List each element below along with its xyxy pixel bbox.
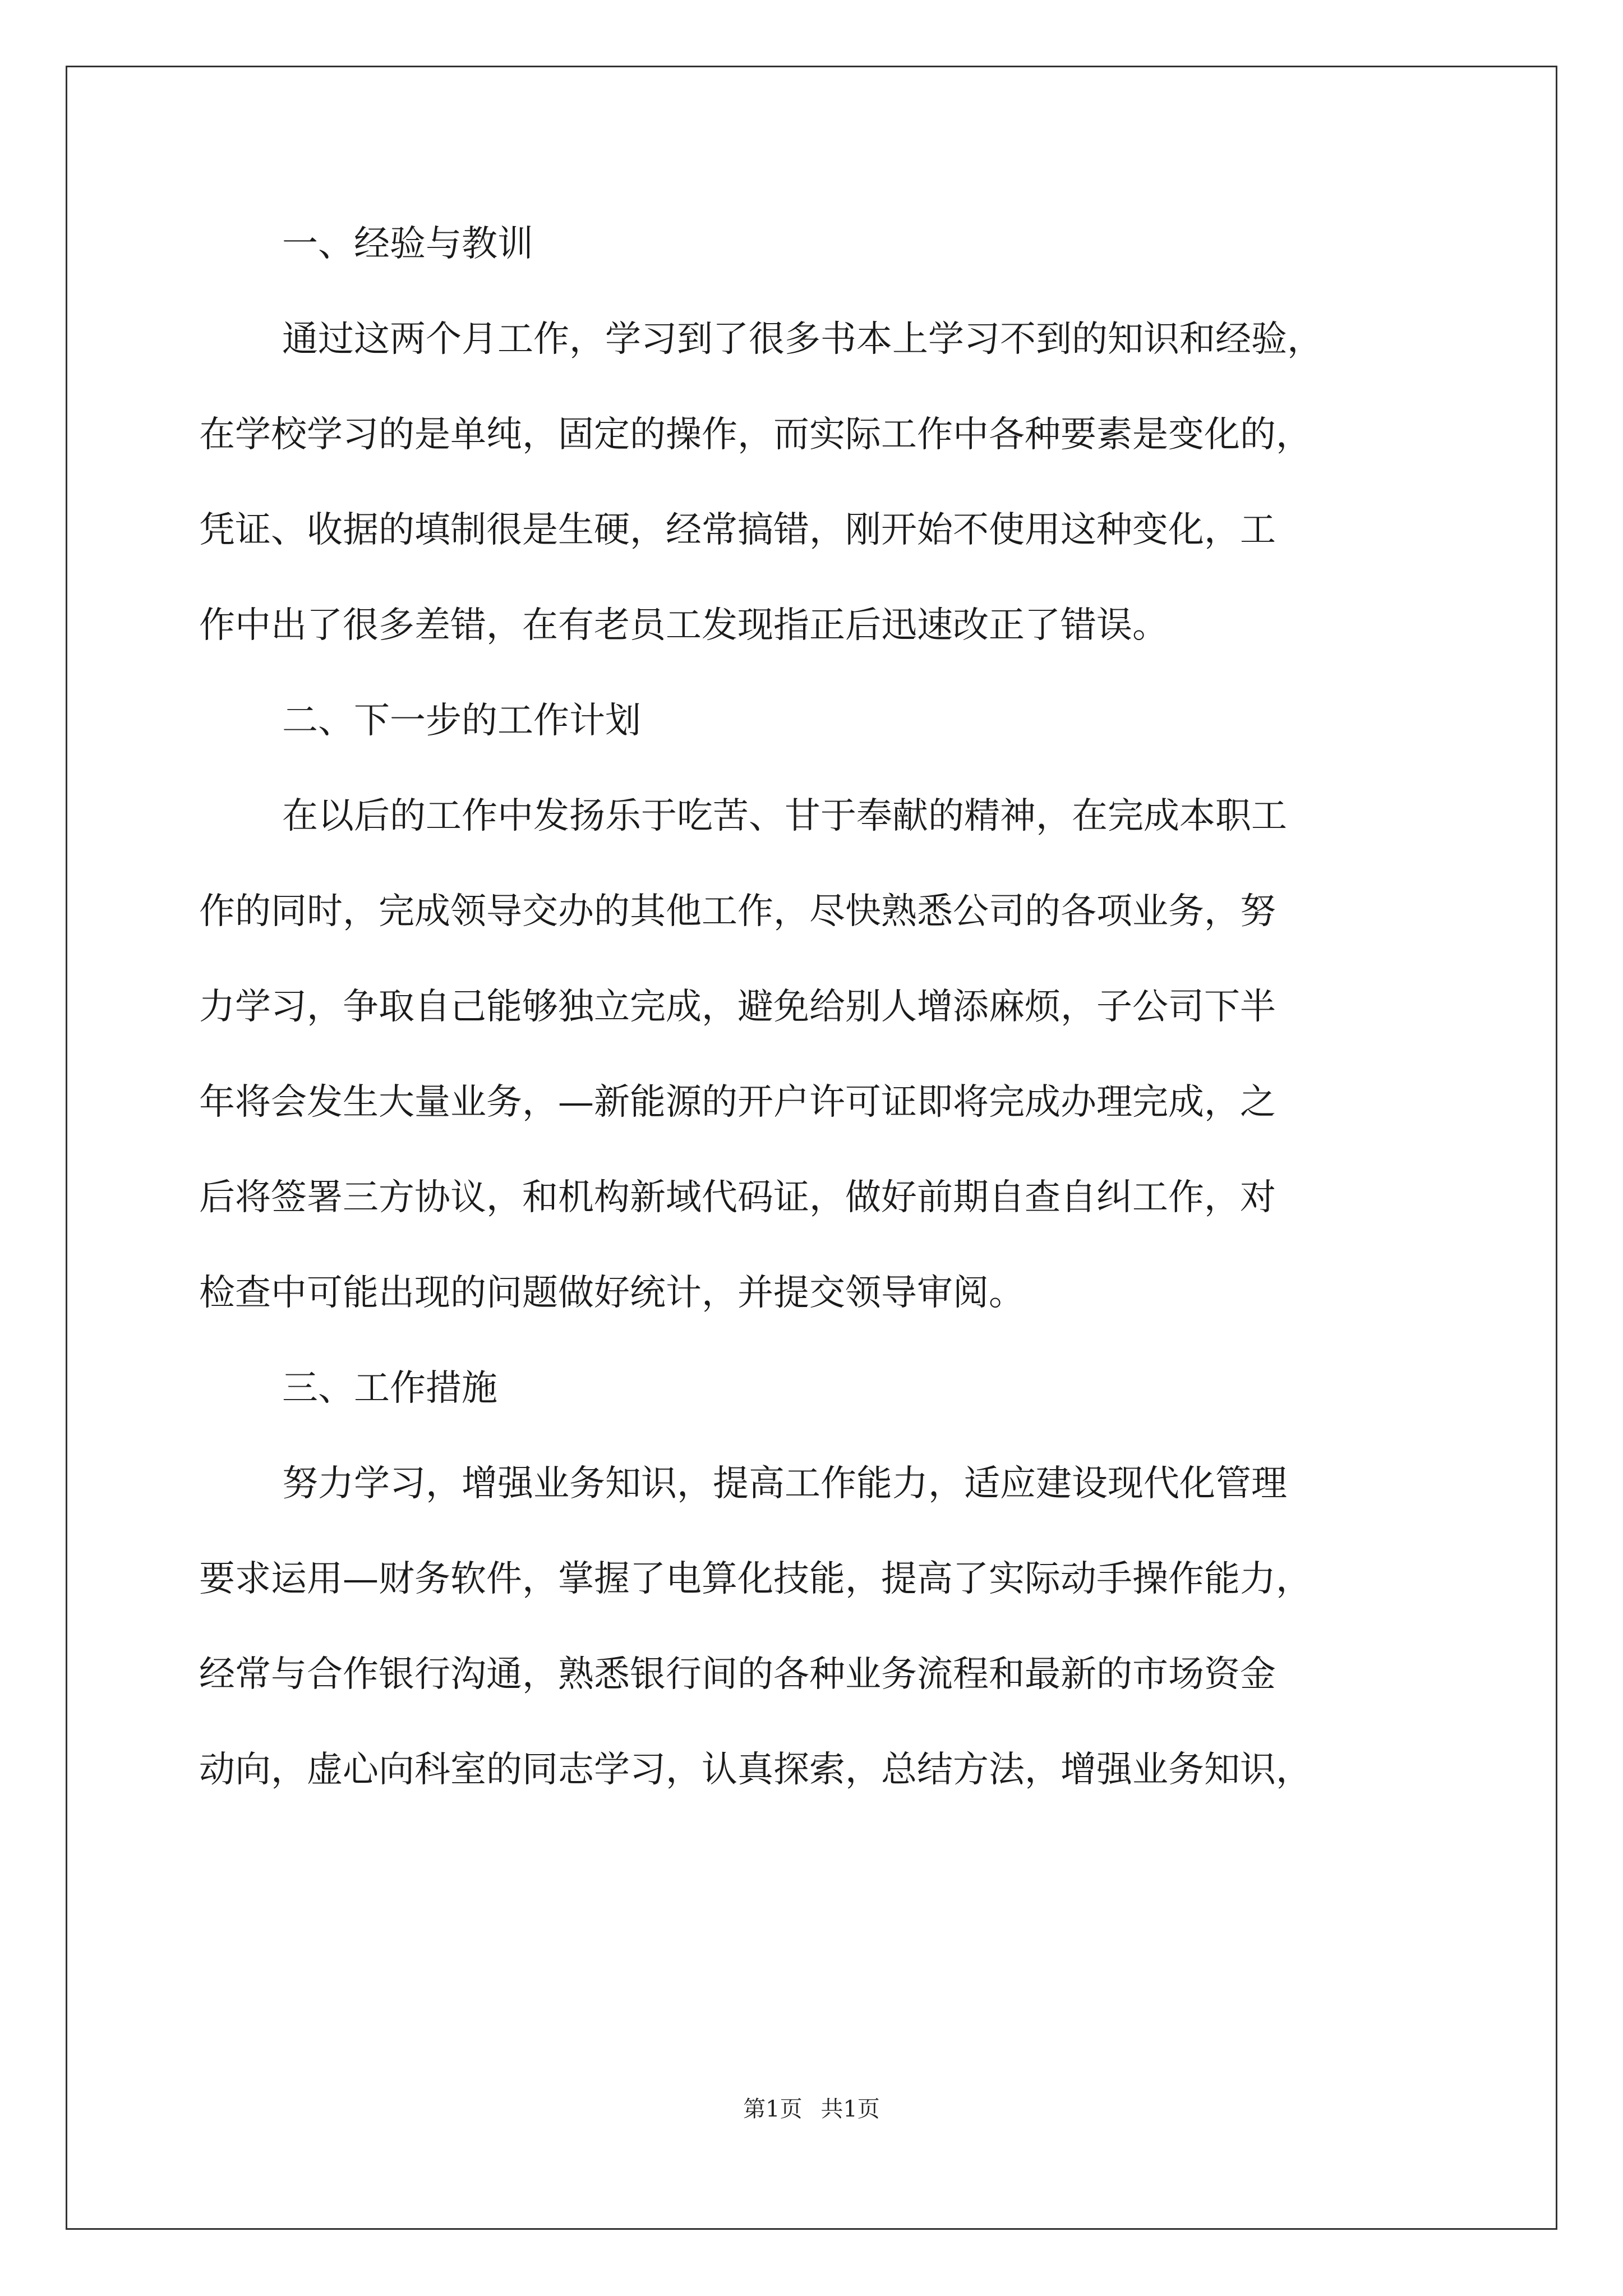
paragraph-line: 动向，虚心向科室的同志学习，认真探索，总结方法，增强业务知识， xyxy=(199,1749,1312,1791)
paragraph-line: 要求运用—财务软件，掌握了电算化技能，提高了实际动手操作能力， xyxy=(199,1558,1312,1600)
page-number: 第1页 xyxy=(743,2096,803,2122)
section-heading-1: 一、经验与教训 xyxy=(282,223,533,265)
paragraph-line: 在学校学习的是单纯，固定的操作，而实际工作中各种要素是变化的， xyxy=(199,414,1312,455)
paragraph-line: 通过这两个月工作，学习到了很多书本上学习不到的知识和经验， xyxy=(282,319,1323,360)
paragraph-line: 在以后的工作中发扬乐于吃苦、甘于奉献的精神，在完成本职工 xyxy=(282,795,1287,837)
section-heading-3: 三、工作措施 xyxy=(282,1368,497,1409)
page-footer xyxy=(0,2095,1623,2123)
paragraph-line: 年将会发生大量业务，—新能源的开户许可证即将完成办理完成，之 xyxy=(199,1082,1276,1123)
paragraph-line: 凭证、收据的填制很是生硬，经常搞错，刚开始不使用这种变化，工 xyxy=(199,509,1276,551)
page-border xyxy=(66,66,1557,2230)
paragraph-line: 检查中可能出现的问题做好统计，并提交领导审阅。 xyxy=(199,1272,1025,1314)
paragraph-line: 经常与合作银行沟通，熟悉银行间的各种业务流程和最新的市场资金 xyxy=(199,1654,1276,1695)
paragraph-line: 作中出了很多差错，在有老员工发现指正后迅速改正了错误。 xyxy=(199,605,1168,646)
page-total: 共1页 xyxy=(820,2096,880,2122)
paragraph-line: 力学习，争取自己能够独立完成，避免给别人增添麻烦，子公司下半 xyxy=(199,986,1276,1028)
section-heading-2: 二、下一步的工作计划 xyxy=(282,700,641,742)
paragraph-line: 努力学习，增强业务知识，提高工作能力，适应建设现代化管理 xyxy=(282,1463,1287,1504)
paragraph-line: 后将签署三方协议，和机构新域代码证，做好前期自查自纠工作，对 xyxy=(199,1177,1276,1218)
paragraph-line: 作的同时，完成领导交办的其他工作，尽快熟悉公司的各项业务，努 xyxy=(199,891,1276,932)
